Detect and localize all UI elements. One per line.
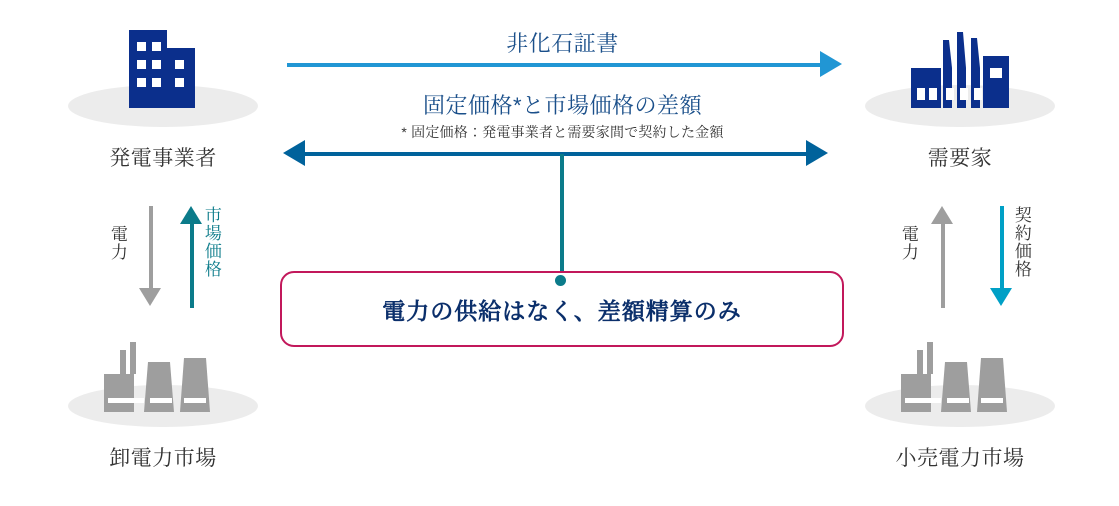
callout-text: 電力の供給はなく、差額精算のみ [382, 297, 742, 324]
right-power-label: 電力 [898, 225, 918, 261]
connector-dot [555, 275, 566, 286]
power-plant-icon [897, 336, 1023, 416]
office-building-icon [120, 18, 204, 110]
middle-arrow-note: * 固定価格：発電事業者と需要家間で契約した金額 [401, 124, 724, 140]
left-power-label: 電力 [107, 225, 127, 261]
left-market-price-label: 市場価格 [201, 206, 221, 278]
right-contract-price-label: 契約価格 [1011, 206, 1031, 278]
callout-connector [560, 154, 564, 280]
retail-market-label: 小売電力市場 [895, 447, 1025, 470]
generator-label: 発電事業者 [109, 147, 217, 170]
consumer-label: 需要家 [927, 147, 993, 170]
factory-icon [905, 28, 1015, 110]
top-arrow-label: 非化石証書 [506, 31, 619, 56]
power-plant-icon [100, 336, 226, 416]
middle-arrow-label: 固定価格*と市場価格の差額 [422, 93, 703, 118]
wholesale-market-label: 卸電力市場 [109, 447, 217, 470]
